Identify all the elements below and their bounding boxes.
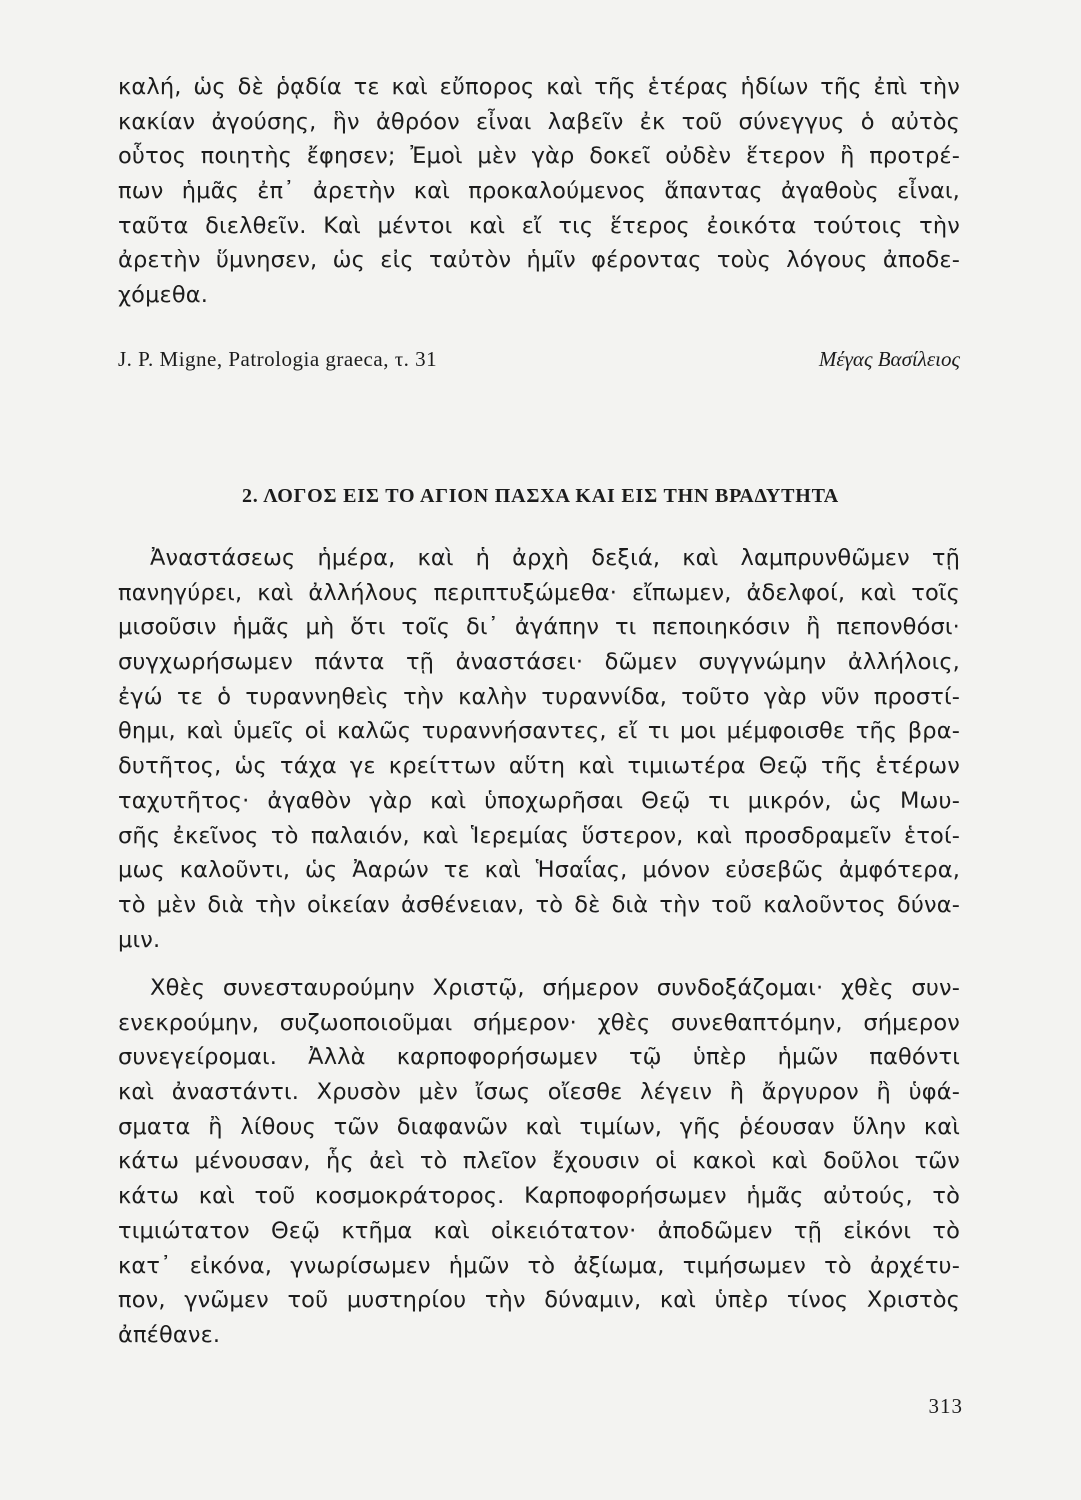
- page-number: 313: [928, 1394, 963, 1418]
- paragraph-2: [118, 971, 960, 1353]
- text-line: οὗτος ποιητὴς ἔφησεν; Ἐμοὶ μὲν γὰρ δοκεῖ οὐδὲν ἕτερον ἢ προτρέ-: [118, 143, 960, 170]
- text-line: κάτω καὶ τοῦ κοσμοκράτορος. Καρποφορήσωμεν ἡμᾶς αὐτούς, τὸ: [118, 1183, 960, 1210]
- quote-passage: [118, 70, 960, 313]
- text-line: δυτῆτος, ὡς τάχα γε κρείττων αὕτη καὶ τιμιωτέρα Θεῷ τῆς ἑτέρων: [118, 753, 960, 780]
- citation-author: Μέγας Βασίλειος: [818, 347, 960, 371]
- text-line: σῆς ἐκεῖνος τὸ παλαιόν, καὶ Ἱερεμίας ὕστερον, καὶ προσδραμεῖν ἑτοί-: [118, 822, 960, 849]
- text-line: ἀρετὴν ὕμνησεν, ὡς εἰς ταὐτὸν ἡμῖν φέροντας τοὺς λόγους ἀποδε-: [118, 247, 960, 274]
- text-line: ἐγώ τε ὁ τυραννηθεὶς τὴν καλὴν τυραννίδα, τοῦτο γὰρ νῦν προστί-: [118, 683, 960, 710]
- text-line: καὶ ἀναστάντι. Χρυσὸν μὲν ἴσως οἴεσθε λέγειν ἢ ἄργυρον ἢ ὑφά-: [118, 1079, 960, 1106]
- text-line: κάτω μένουσαν, ἧς ἀεὶ τὸ πλεῖον ἔχουσιν οἱ κακοὶ καὶ δοῦλοι τῶν: [118, 1148, 960, 1175]
- paragraph-1: [118, 541, 960, 957]
- text-line: ενεκρούμην, συζωοποιοῦμαι σήμερον· χθὲς συνεθαπτόμην, σήμερον: [118, 1009, 960, 1036]
- text-line: κακίαν ἀγούσης, ἣν ἀθρόον εἶναι λαβεῖν ἐκ τοῦ σύνεγγυς ὁ αὐτὸς: [118, 108, 960, 135]
- text-line: μισοῦσιν ἡμᾶς μὴ ὅτι τοῖς δι᾽ ἀγάπην τι πεποιηκόσιν ἢ πεπονθόσι·: [118, 614, 960, 641]
- text-line: πον, γνῶμεν τοῦ μυστηρίου τὴν δύναμιν, καὶ ὑπὲρ τίνος Χριστὸς: [118, 1287, 960, 1314]
- text-line: τιμιώτατον Θεῷ κτῆμα καὶ οἰκειότατον· ἀποδῶμεν τῇ εἰκόνι τὸ: [118, 1217, 960, 1244]
- text-line: τὸ μὲν διὰ τὴν οἰκείαν ἀσθένειαν, τὸ δὲ διὰ τὴν τοῦ καλοῦντος δύνα-: [118, 891, 960, 918]
- text-line: Ἀναστάσεως ἡμέρα, καὶ ἡ ἀρχὴ δεξιά, καὶ λαμπρυνθῶμεν τῇ: [150, 545, 960, 571]
- text-line: ταχυτῆτος· ἀγαθὸν γὰρ καὶ ὑποχωρῆσαι Θεῷ τι μικρόν, ὡς Μωυ-: [118, 787, 960, 814]
- text-line: σματα ἢ λίθους τῶν διαφανῶν καὶ τιμίων, γῆς ῥέουσαν ὕλην καὶ: [118, 1113, 960, 1140]
- text-line: μως καλοῦντι, ὡς Ἀαρών τε καὶ Ἡσαΐας, μόνον εὐσεβῶς ἀμφότερα,: [118, 857, 960, 884]
- text-line: θημι, καὶ ὑμεῖς οἱ καλῶς τυραννήσαντες, εἴ τι μοι μέμφοισθε τῆς βρα-: [118, 718, 960, 745]
- text-line: ταῦτα διελθεῖν. Καὶ μέντοι καὶ εἴ τις ἕτερος ἐοικότα τούτοις τὴν: [118, 212, 960, 239]
- text-line: μιν.: [118, 926, 161, 953]
- text-line: χόμεθα.: [118, 282, 209, 309]
- text-line: Χθὲς συνεσταυρούμην Χριστῷ, σήμερον συνδοξάζομαι· χθὲς συν-: [150, 975, 960, 1001]
- citation: [118, 345, 960, 373]
- text-line: καλή, ὡς δὲ ῥᾳδία τε καὶ εὔπορος καὶ τῆς ἑτέρας ἡδίων τῆς ἐπὶ τὴν: [118, 74, 960, 100]
- section-heading: 2. ΛΟΓΟΣ ΕΙΣ ΤΟ ΑΓΙΟΝ ΠΑΣΧΑ ΚΑΙ ΕΙΣ ΤΗΝ ΒΡΑΔΥΤΗΤΑ: [241, 485, 840, 507]
- text-line: πανηγύρει, καὶ ἀλλήλους περιπτυξώμεθα· εἴπωμεν, ἀδελφοί, καὶ τοῖς: [118, 579, 960, 606]
- text-line: κατ᾽ εἰκόνα, γνωρίσωμεν ἡμῶν τὸ ἀξίωμα, τιμήσωμεν τὸ ἀρχέτυ-: [118, 1252, 960, 1279]
- text-line: συνεγείρομαι. Ἀλλὰ καρποφορήσωμεν τῷ ὑπὲρ ἡμῶν παθόντι: [118, 1044, 960, 1071]
- citation-source: J. P. Migne, Patrologia graeca, τ. 31: [118, 347, 438, 371]
- text-line: ἀπέθανε.: [118, 1321, 221, 1348]
- text-line: πων ἡμᾶς ἐπ᾽ ἀρετὴν καὶ προκαλούμενος ἅπαντας ἀγαθοὺς εἶναι,: [118, 178, 960, 205]
- text-line: συγχωρήσωμεν πάντα τῇ ἀναστάσει· δῶμεν συγγνώμην ἀλλήλοις,: [118, 649, 960, 676]
